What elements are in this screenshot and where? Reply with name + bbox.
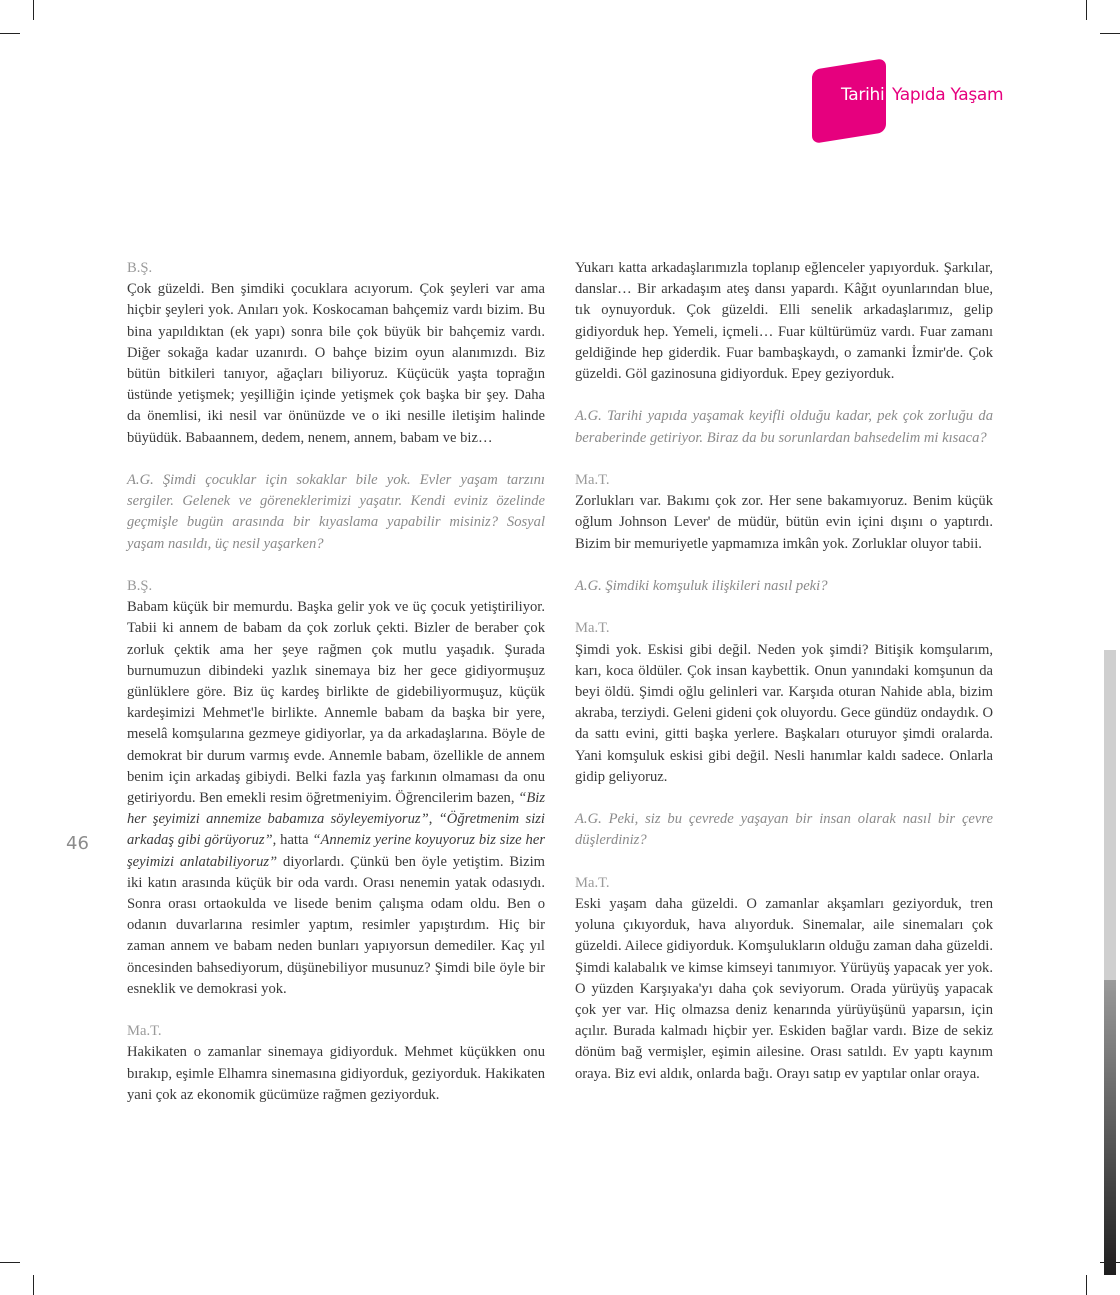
crop-mark-top-right-h	[1100, 33, 1120, 34]
left-column	[127, 258, 545, 1106]
answer-paragraph: Zorlukları var. Bakımı çok zor. Her sene bakamıyoruz. Benim küçük oğlum Johnson Lever' de müdür, bütün evin içini dışını o yaptırdı. Bizim bir memuriyetle yapmamıza imkân yok. Zorluklar oluyor tabii.	[575, 493, 993, 552]
crop-mark-top-left-h	[0, 33, 20, 34]
answer-paragraph: Yukarı katta arkadaşlarımızla toplanıp eğlenceler yapıyorduk. Şarkılar, danslar… Bir arkadaşım ateş dansı yapardı. Kâğıt oyunlarından blue, tık oynuyorduk. Çok güzeldi. Elli senelik arkadaşlarımız, gelip gidiyorduk hep. Yemeli, içmeli… Fuar kültürümüz vardı. Fuar zamanı geldiğinde hep giderdik. Fuar bambaşkaydı, o zamanki İzmir'de. Çok güzeldi. Göl gazinosuna gidiyorduk. Epey geziyorduk.	[575, 260, 993, 383]
speaker-label: B.Ş.	[127, 260, 153, 276]
crop-mark-top-left-v	[33, 0, 34, 20]
question-paragraph: A.G. Peki, siz bu çevrede yaşayan bir insan olarak nasıl bir çevre düşlerdiniz?	[575, 811, 993, 849]
answer-text: Babam küçük bir memurdu. Başka gelir yok ve üç çocuk yetiştiriliyor. Tabii ki annem de babam da çok zorluk çekti. Bizler de beraber çok zorluk çektik ama her şeye rağmen çok mutlu yaşadık. Şurada burnumuzun dibindeki yazlık sinemaya biz her gece gidiyormuşuz günlüklere göre. Biz üç kardeş birlikte de gidebiliyormuşuz, küçük kardeşimizi Mehmet'le birlikte. Annemle babam da başka bir yere, meselâ komşularına gezmeye gidiyorlar, ya da arkadaşlarına. Böyle de demokrat bir durum varmış evde. Annemle babam, özellikle de annem benim için arkadaş gibiydi. Belki fazla yaş farkının olmaması da onu getiriyordu. Ben emekli resim öğretmeniyim. Öğrencilerim bazen,	[127, 599, 545, 807]
answer-paragraph: Eski yaşam daha güzeldi. O zamanlar akşamları geziyorduk, tren yoluna çıkıyorduk, hava alıyorduk. Sinemalar, aile sinemaları çok güzeldi. Ailece gidiyorduk. Komşulukların olduğu zaman daha güzeldi. Şimdi kalabalık ve kimse kimseyi tanımıyor. Yürüyüş yapacak yer yok. O yüzden Karşıyaka'yı daha çok seviyorum. Orada yürüyüş yapacak çok yer var. Hiç olmazsa deniz kenarında yürüyüşünü yaparsın, için açılır. Burada kalmadı hiçbir yer. Eskiden bağlar vardı. Bize de sekiz dönüm bağ vermişler, eşimin ailesine. Orası satıldı. Ev yaptı kaynım oraya. Biz evi aldık, onlarda bağı. Orayı satıp ev yaptılar onlar oraya.	[575, 896, 993, 1082]
section-tab-label: Tarihi	[841, 85, 885, 105]
speaker-label: Ma.T.	[575, 620, 610, 637]
separator: ,	[428, 811, 439, 828]
speaker-label: Ma.T.	[575, 874, 610, 891]
crop-mark-bottom-right-v	[1086, 1275, 1087, 1295]
page-number: 46	[66, 833, 89, 854]
answer-paragraph: Hakikaten o zamanlar sinemaya gidiyorduk. Mehmet küçükken onu bırakıp, eşimle Elhamra sinemasına gidiyorduk, geziyorduk. Hakikaten yani çok az ekonomik gücümüze rağmen geziyorduk.	[127, 1044, 545, 1103]
question-paragraph: A.G. Tarihi yapıda yaşamak keyifli olduğu kadar, pek çok zorluğu da beraberinde getiriyor. Biraz da bu sorunlardan bahsedelim mi kısaca?	[575, 408, 993, 446]
right-column	[575, 258, 993, 1085]
speaker-label: Ma.T.	[127, 1023, 162, 1040]
quote: “Biz her şeyimizi annemize babamıza söyleyemiyoruz”	[127, 790, 545, 828]
speaker-label: Ma.T.	[575, 472, 610, 488]
speaker-label: B.Ş.	[127, 578, 153, 595]
separator: , hatta	[272, 832, 313, 849]
answer-paragraph: Çok güzeldi. Ben şimdiki çocuklara acıyorum. Çok şeyleri var ama hiçbir şeyleri yok. Anıları yok. Koskocaman bahçemiz vardı bizim. Bu bina yapıldıktan (ek yapı) sonra bile çok büyük bir bahçemiz vardı. Diğer sokağa kadar uzanırdı. O bahçe bizim oyun alanımızdı. Biz bütün bitkileri tanıyor, ağaçları biliyoruz. Küçücük yaşta toprağın üstünde yetişmek; yeşilliğin içinde yetişmek çok başka bir şey. Daha da önemlisi, iki nesil var önünüzde ve o iki nesille iletişim halinde büyüdük. Babaannem, dedem, nenem, annem, babam ve biz…	[127, 281, 545, 446]
quote: “Annemiz yerine koyuyoruz biz size her şeyimizi anlatabiliyoruz”	[127, 832, 545, 870]
question-paragraph: A.G. Şimdi çocuklar için sokaklar bile yok. Evler yaşam tarzını sergiler. Gelenek ve göreneklerimizi yaşatır. Kendi eviniz özelinde geçmişle bugün arasında bir kıyaslama yapabilir misiniz? Sosyal yaşam nasıldı, üç nesil yaşarken?	[127, 472, 545, 552]
answer-paragraph: Şimdi yok. Eskisi gibi değil. Neden yok şimdi? Bitişik komşularım, karı, koca öldüler. Çok insan kaybettik. Onun yanındaki komşunun da beyi öldü. Şimdi oğlu gelinleri var. Karşıda oturan Nahide abla, bizim akraba, terziydi. Geleni gideni çok oluyordu. Gece gündüz ondaydık. O da sattı evini, gitti başka yerlere. Başkaları oturuyor şimdi oralarda. Yani komşuluk eskisi gibi değil. Nesli hanımlar kaldı sadece. Onlarla gidip geliyoruz.	[575, 641, 993, 785]
crop-mark-top-right-v	[1086, 0, 1087, 20]
edge-bar-dark	[1104, 980, 1116, 1275]
section-title: Yapıda Yaşam	[892, 85, 1004, 105]
question-paragraph: A.G. Şimdiki komşuluk ilişkileri nasıl peki?	[575, 578, 828, 594]
quote: “Öğretmenim sizi arkadaş gibi görüyoruz”	[127, 811, 545, 849]
answer-paragraph	[127, 597, 545, 1000]
edge-bar-light	[1104, 650, 1116, 980]
crop-mark-bottom-left-h	[0, 1262, 20, 1263]
crop-mark-bottom-left-v	[33, 1275, 34, 1295]
answer-text: diyorlardı. Çünkü ben öyle yetiştim. Bizim iki katın arasında küçük bir oda vardı. Orası nenemin yatak odasıydı. Sonra orası ortaokulda ve lisede benim çalışma odam oldu. Ben o odanın duvarlarına resimler yaptım, resimler yapıştırdım. Hiç bir zaman annem ve babam neden bunları yapıyorsun demediler. Kaç yıl öncesinden bahsediyorum, düşünebiliyor musunuz? Şimdi bile öyle bir esneklik ve demokrasi yok.	[127, 853, 545, 997]
